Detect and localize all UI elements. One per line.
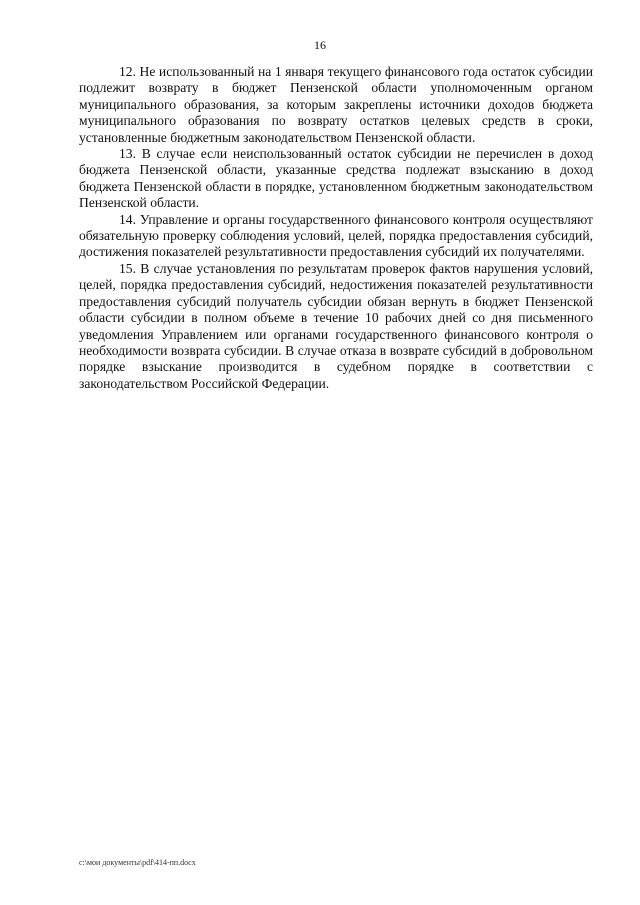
footer-file-path: c:\мои документы\pdf\414-пп.docx — [79, 858, 196, 867]
paragraph-12: 12. Не использованный на 1 января текущего финансового года остаток субсидии подлежит возврату в бюджет Пензенской области уполномоченным органом муниципального образования, за которым закреплены источники доходов бюджета муниципального образования по возврату остатков целевых средств в сроки, установленные бюджетным законодательством Пензенской области. — [79, 64, 593, 145]
paragraph-14: 14. Управление и органы государственного финансового контроля осуществляют обязательную проверку соблюдения условий, целей, порядка предоставления субсидий, достижения показателей результативности предоставления субсидий их получателями. — [79, 211, 593, 260]
document-body — [79, 64, 593, 392]
page-number: 16 — [314, 38, 326, 52]
paragraph-15: 15. В случае установления по результатам проверок фактов нарушения условий, целей, порядка предоставления субсидий, недостижения показателей результативности предоставления субсидий получатель субсидии обязан вернуть в бюджет Пензенской области субсидии в полном объеме в течение 10 рабочих дней со дня письменного уведомления Управлением или органами государственного финансового контроля о необходимости возврата субсидии. В случае отказа в возврате субсидий в добровольном порядке взыскание производится в судебном порядке в соответствии с законодательством Российской Федерации. — [79, 260, 593, 391]
paragraph-13: 13. В случае если неиспользованный остаток субсидии не перечислен в доход бюджета Пензенской области, указанные средства подлежат взысканию в доход бюджета Пензенской области в порядке, установленном бюджетным законодательством Пензенской области. — [79, 146, 593, 211]
